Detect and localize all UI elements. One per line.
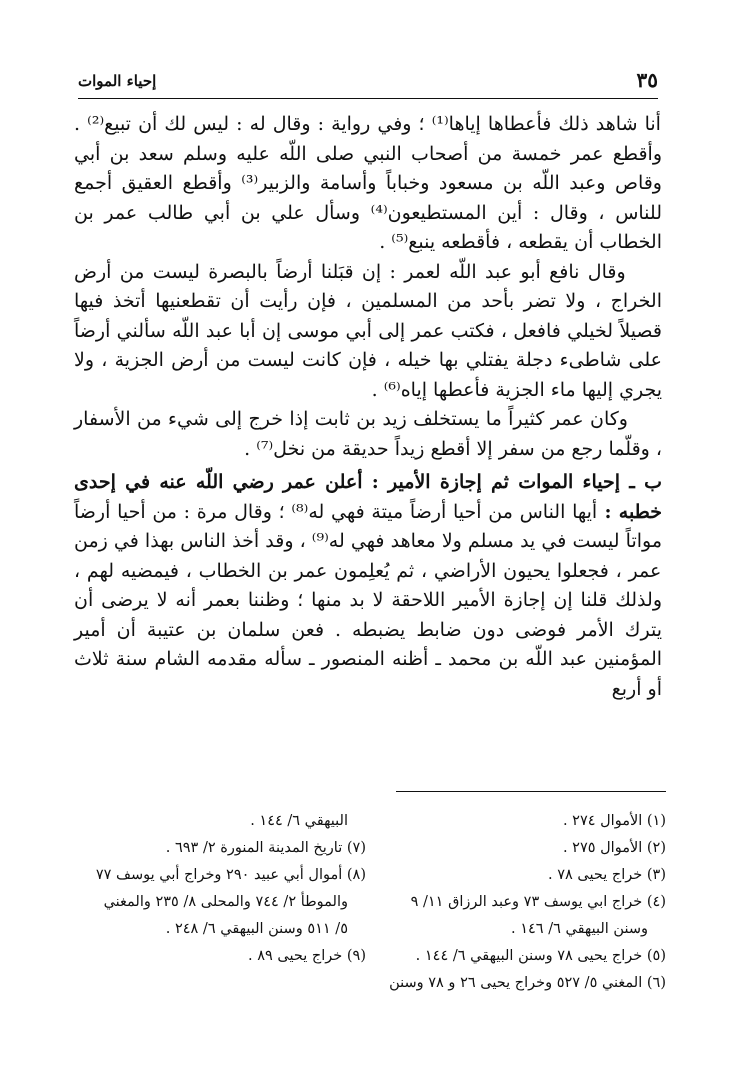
text-line: شاطىء دجلة يفتلي بها خيله ، فإن كانت ليست من أرض الجزية ، ولا يجري <box>74 349 662 401</box>
footnote-item: (٣) خراج يحيى ٧٨ . <box>548 867 666 883</box>
text-line: أنا شاهد ذلك فأعطاها إياها⁽¹⁾ ؛ وفي رواية : وقال له : ليس لك أن تبيع⁽²⁾ . <box>74 113 661 135</box>
paragraph-3 <box>74 405 662 464</box>
text-line: وقال : أين المستطيعون⁽⁴⁾ وسأل علي بن أبي طالب عمر بن الخطاب أن <box>74 201 662 253</box>
footnotes-right-column <box>372 808 666 997</box>
text-line: أيها الناس من أحيا أرضاً ميتة فهي له⁽⁸⁾ ؛ وقال مرة : من أحيا أرضاً مواتاً ليست <box>74 500 663 552</box>
footnote-item: (٧) تاريخ المدينة المنورة ٢/ ٦٩٣ . <box>165 840 366 856</box>
footnote-item: وسنن البيهقي ٦/ ١٤٦ . <box>511 921 648 937</box>
text-line: وقال نافع أبو عبد اللّه لعمر : إن قبَلنا أرضاً بالبصرة ليست من أرض <box>74 260 626 283</box>
text-line: عبد اللّه بن محمد ـ أظنه المنصور ـ سأله مقدمه الشام سنة ثلاث أو أربع <box>74 648 662 700</box>
text-line: الخراج ، ولا تضر بأحد من المسلمين ، فإن رأيت أن تقطعنيها أتخذ فيها قصيلاً <box>74 290 662 342</box>
text-line: فجعلوا يحيون الأراضي ، ثم يُعلِمون عمر بن الخطاب ، فيمضيه لهم ، <box>74 559 609 582</box>
text-line: وقلّما رجع من سفر إلا أقطع زيداً حديقة من نخل⁽⁷⁾ . <box>244 437 650 460</box>
footnote-item: والموطأ ٢/ ٧٤٤ والمحلى ٨/ ٢٣٥ والمغني <box>103 894 348 910</box>
footnote-item: ٥/ ٥١١ وسنن البيهقي ٦/ ٢٤٨ . <box>165 921 348 937</box>
text-line: إليها ماء الجزية فأعطها إياه⁽⁶⁾ . <box>371 378 614 401</box>
text-line: ولذلك قلنا إن إجازة الأمير اللاحقة لا بد منها ؛ وظننا بعمر أنه لا يرضى أن يترك <box>74 589 662 641</box>
page-header <box>78 62 658 99</box>
footnote-item: (٦) المغني ٥/ ٥٢٧ وخراج يحيى ٢٦ و ٧٨ وسنن <box>389 975 666 991</box>
section-heading-line: ب ـ إحياء الموات ثم إجازة الأمير : أعلن عمر رضي اللّه عنه في إحدى خطبه : <box>74 471 663 523</box>
text-line: وعبد اللّه بن مسعود وخباباً وأسامة والزبير⁽³⁾ وأقطع العقيق أجمع للناس ، <box>74 172 662 224</box>
page-number: ٣٥ <box>636 68 658 92</box>
footnote-item: (٥) خراج يحيى ٧٨ وسنن البيهقي ٦/ ١٤٤ . <box>415 948 666 964</box>
footnote-item: (٢) الأموال ٢٧٥ . <box>562 840 666 856</box>
text-line: في يد مسلم ولا معاهد فهي له⁽⁹⁾ ، وقد أخذ الناس بهذا في زمن عمر ، <box>74 530 662 582</box>
paragraph-1 <box>74 110 662 258</box>
footnote-item: (٤) خراج ابي يوسف ٧٣ وعبد الرزاق ١١/ ٩ <box>410 894 666 910</box>
footnotes-left-column <box>70 808 366 997</box>
text-line: الأمر فوضى دون ضابط يضبطه . فعن سلمان بن عتيبة أن أمير المؤمنين <box>74 618 663 670</box>
main-text <box>74 110 662 704</box>
footnote-item: (١) الأموال ٢٧٤ . <box>562 813 666 829</box>
running-title: إحياء الموات <box>78 72 157 90</box>
text-line: وأقطع عمر خمسة من أصحاب النبي صلى اللّه عليه وسلم سعد بن أبي وقاص <box>74 142 662 194</box>
footnote-item: (٨) أموال أبي عبيد ٢٩٠ وخراج أبي يوسف ٧٧ <box>95 867 366 883</box>
footnote-divider <box>396 791 666 792</box>
text-line: يقطعه ، فأقطعه ينبع⁽⁵⁾ . <box>379 231 569 253</box>
section-b-paragraph <box>74 468 662 704</box>
footnote-item: البيهقي ٦/ ١٤٤ . <box>250 813 348 829</box>
footnote-item: (٩) خراج يحيى ٨٩ . <box>248 948 366 964</box>
footnotes <box>70 808 666 997</box>
text-line: وكان عمر كثيراً ما يستخلف زيد بن ثابت إذا خرج إلى شيء من الأسفار ، <box>74 408 662 460</box>
paragraph-2 <box>74 258 662 406</box>
text-line: لخيلي فافعل ، فكتب عمر إلى أبي موسى إن أبا عبد اللّه سألني أرضاً على <box>74 319 662 371</box>
